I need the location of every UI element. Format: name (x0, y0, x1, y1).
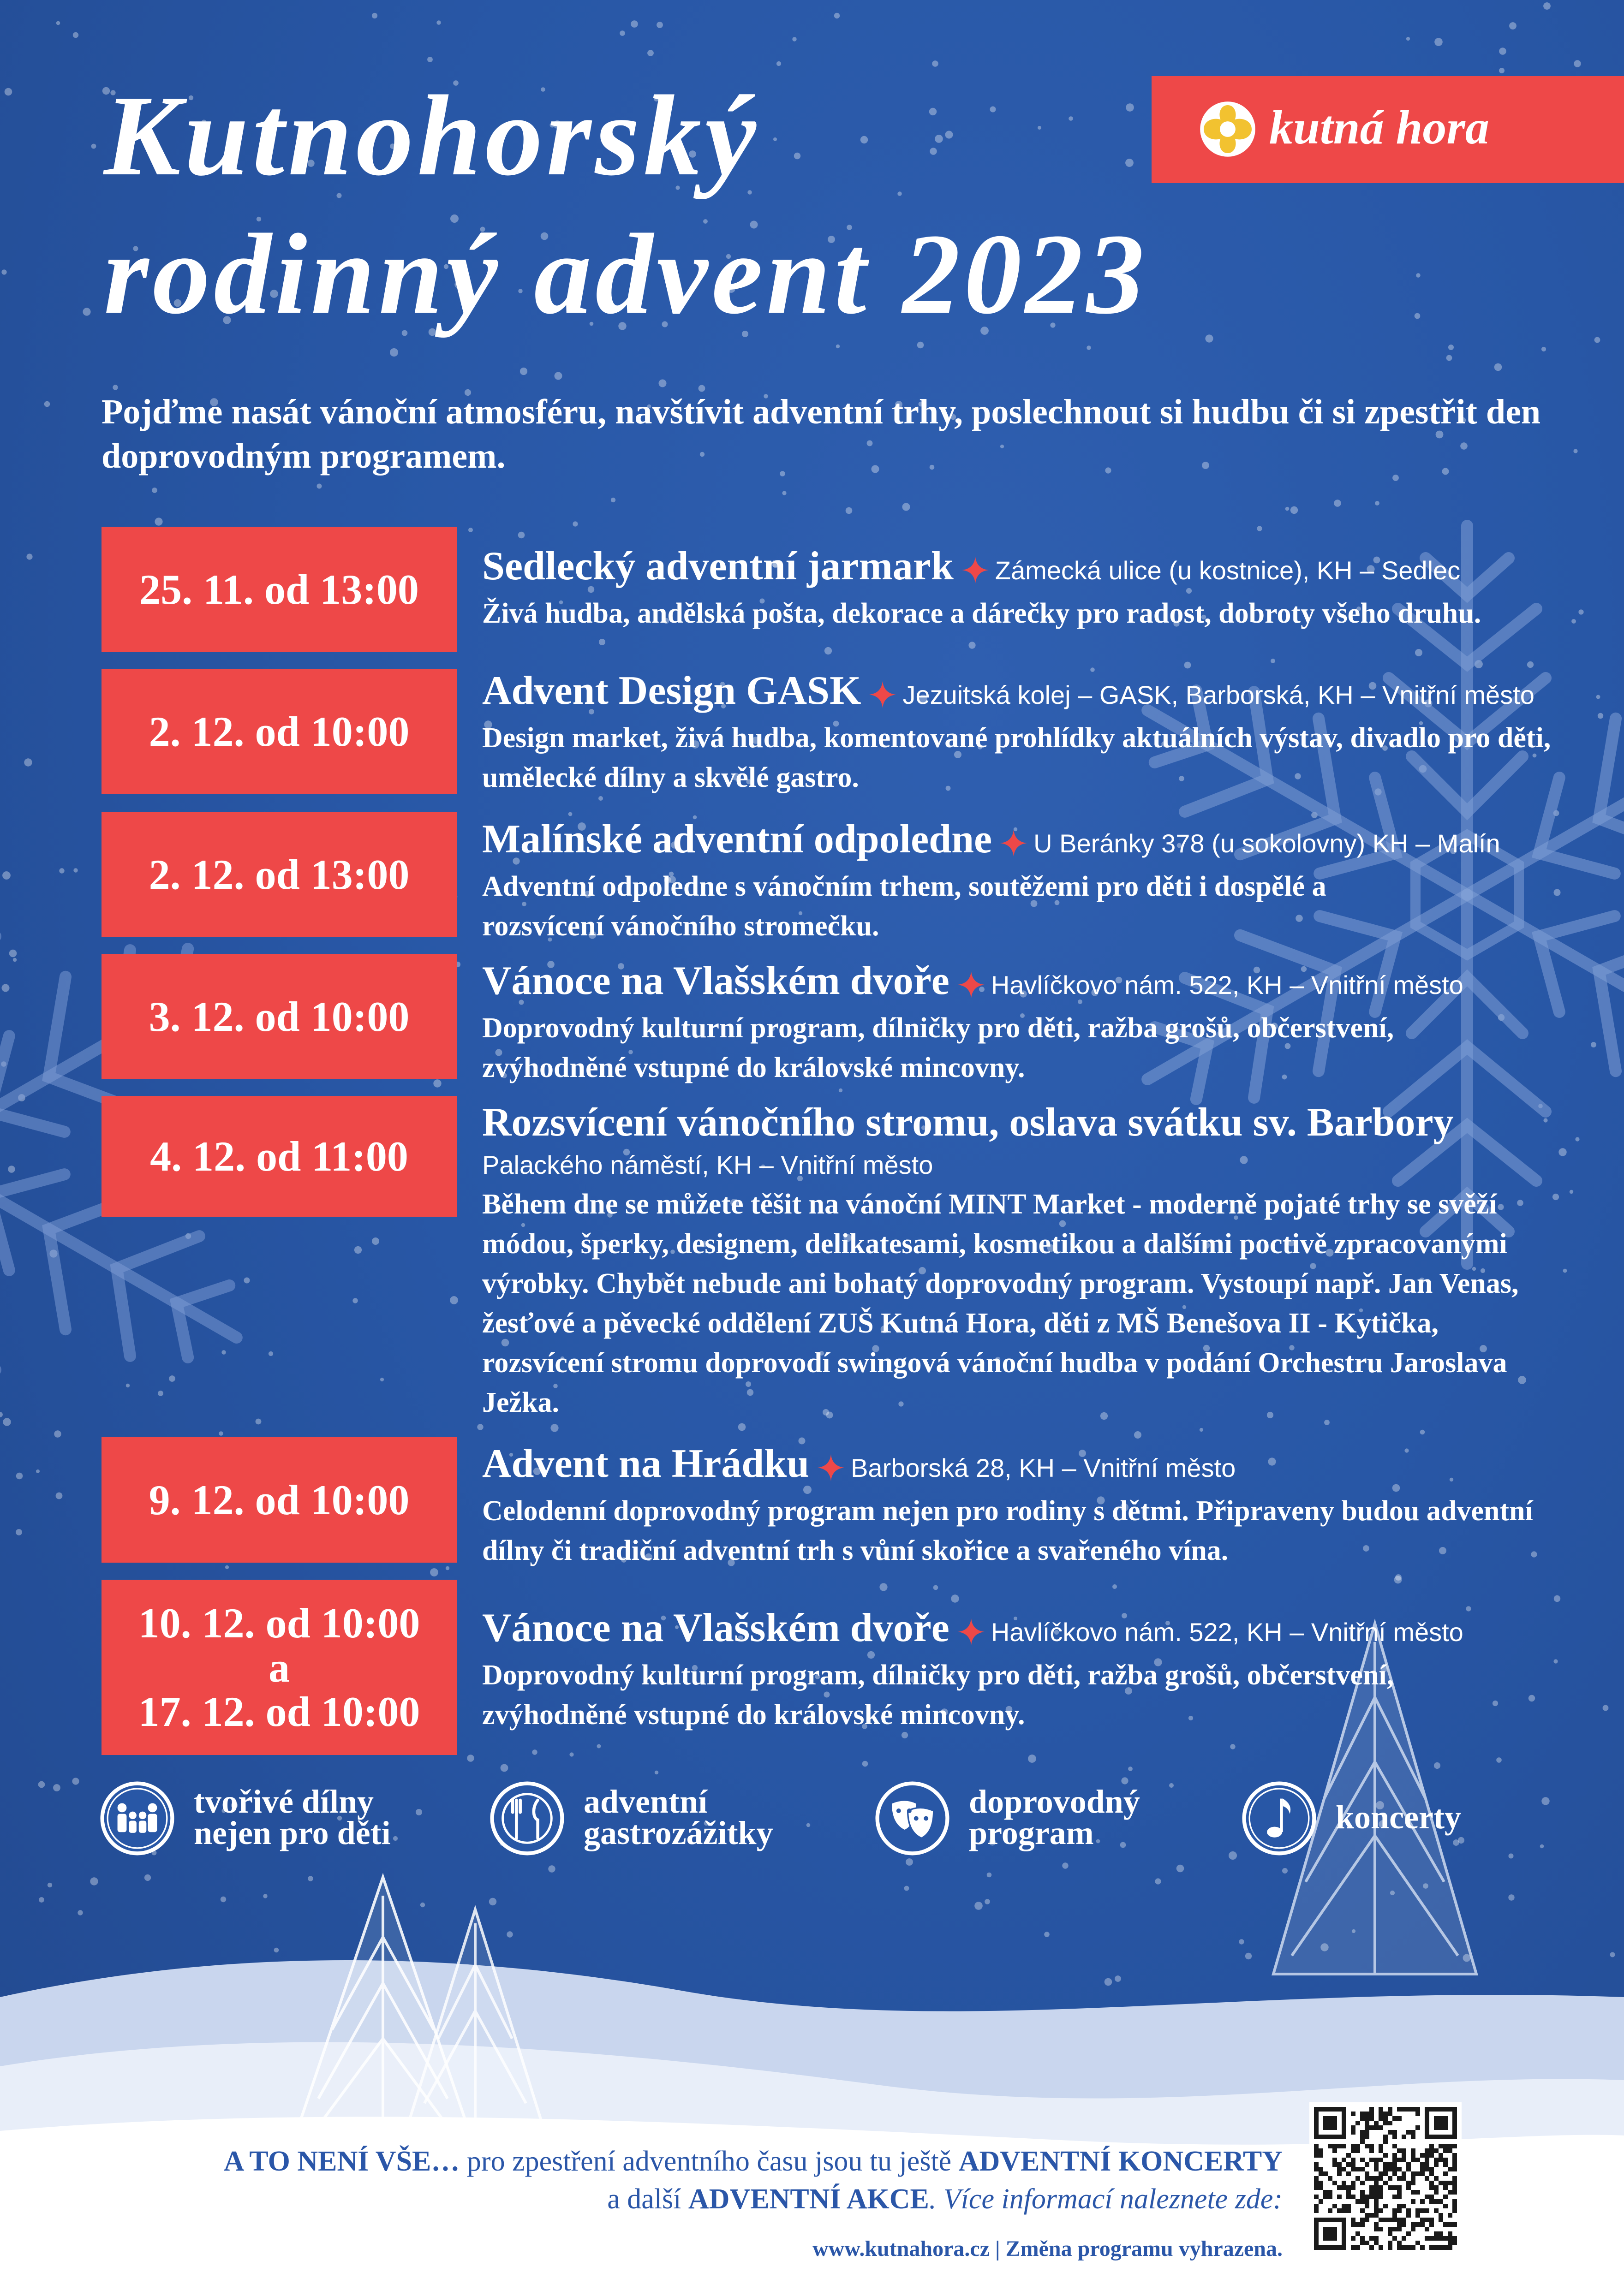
snow-dot (1446, 355, 1452, 361)
snow-dot (933, 1585, 938, 1590)
snow-dot (420, 1903, 425, 1907)
snow-dot (597, 1744, 601, 1749)
snow-dot (1395, 1574, 1402, 1581)
snow-dot (263, 1894, 267, 1898)
snow-dot (477, 1424, 483, 1430)
snow-dot (782, 491, 786, 495)
snow-dot (1434, 1762, 1440, 1769)
snow-dot (72, 1778, 79, 1784)
event-description: Celodenní doprovodný program nejen pro rodiny s dětmi. Připraveny budou adventní dílny či tradiční adventní trh s vůní skořice a svařeného vína. (482, 1495, 1533, 1566)
snow-dot (1420, 1430, 1425, 1435)
snow-dot (44, 401, 50, 407)
snow-dot (1594, 337, 1600, 343)
snow-dot (620, 30, 625, 36)
snow-dot (1257, 526, 1262, 531)
snow-dot (917, 342, 924, 349)
snow-dot (450, 1296, 458, 1304)
snow-dot (824, 647, 832, 654)
snow-dot (39, 1897, 44, 1903)
red-star-icon (958, 971, 985, 998)
snow-dot (126, 1384, 130, 1387)
snow-dot (91, 144, 96, 149)
event-item (482, 668, 1589, 797)
event-title: Malínské adventní odpoledne U Beránky 378 (u sokolovny) KH – Malín (482, 817, 1500, 862)
snow-dot (36, 1469, 40, 1473)
snow-dot (152, 488, 157, 493)
snow-dot (0, 1412, 3, 1417)
snow-dot (930, 148, 937, 155)
snow-dot (532, 1749, 537, 1755)
snow-dot (569, 1752, 573, 1756)
footer-highlight: ADVENTNÍ KONCERTY (958, 2146, 1283, 2177)
event-title: Vánoce na Vlašském dvoře Havlíčkovo nám. 522, KH – Vnitřní město (482, 1606, 1463, 1650)
event-place: U Beránky 378 (u sokolovny) KH – Malín (1033, 829, 1500, 858)
snow-dot (16, 1473, 23, 1480)
snow-dot (834, 13, 840, 18)
snow-dot (48, 1883, 52, 1887)
snow-dot (269, 1351, 273, 1356)
snow-dot (555, 372, 562, 380)
red-star-icon (958, 1618, 985, 1645)
snow-dot (935, 135, 943, 143)
snow-dot (1591, 1042, 1596, 1047)
snow-dot (489, 1898, 496, 1905)
snow-dot (1434, 38, 1443, 46)
event-date-badge: 9. 12. od 10:00 (102, 1437, 457, 1563)
snow-dot (1230, 1744, 1235, 1749)
snow-dot (155, 517, 162, 525)
snow-dot (1087, 345, 1091, 350)
snow-dot (773, 137, 777, 141)
snow-dot (974, 1902, 983, 1910)
snow-dot (1155, 1878, 1161, 1884)
snow-dot (904, 1886, 909, 1891)
snow-dot (1541, 347, 1546, 351)
theatre-masks-icon (874, 1780, 950, 1856)
snow-dot (987, 1873, 992, 1878)
event-title: Sedlecký adventní jarmark Zámecká ulice (u kostnice), KH – Sedlec (482, 544, 1461, 589)
snow-dot (599, 639, 605, 645)
red-star-icon (818, 1454, 844, 1481)
snow-dot (611, 498, 615, 502)
snow-dot (8, 1166, 15, 1172)
snow-dot (5, 88, 12, 96)
snow-dot (78, 1910, 83, 1915)
snow-dot (1125, 159, 1134, 167)
snow-dot (2, 871, 11, 880)
snow-dot (1573, 449, 1577, 453)
snow-dot (1554, 1595, 1560, 1602)
snow-dot (1375, 501, 1379, 506)
snow-dot (1044, 1932, 1050, 1937)
snow-dot (1527, 661, 1534, 668)
event-date-badge: 25. 11. od 13:00 (102, 527, 457, 652)
event-description: Design market, živá hudba, komentované prohlídky aktuálních výstav, divadlo pro děti, umělecké dílny a skvělé gastro. (482, 722, 1551, 793)
event-date-badge (102, 1580, 457, 1755)
event-description: Doprovodný kulturní program, dílničky pro děti, ražba grošů, občerstvení, zvýhodněné vstupné do královské mincovny. (482, 1012, 1394, 1083)
snow-dot (317, 484, 322, 489)
snow-dot (1574, 60, 1581, 67)
snow-dot (1290, 506, 1298, 514)
event-title: Vánoce na Vlašském dvoře Havlíčkovo nám. 522, KH – Vnitřní město (482, 958, 1463, 1003)
event-item (482, 543, 1589, 633)
event-place: Zámecká ulice (u kostnice), KH – Sedlec (995, 556, 1461, 585)
snow-dot (372, 13, 377, 18)
snow-dot (1415, 649, 1422, 656)
snow-dot (1112, 1584, 1117, 1589)
snow-dot (1200, 1428, 1203, 1432)
poster-title-line1: Kutnohorský (104, 72, 760, 200)
snow-dot (244, 1278, 250, 1284)
footer-lead: A TO NENÍ VŠE… (223, 2146, 460, 2177)
event-title: Rozsvícení vánočního stromu, oslava svátku sv. Barbory (482, 1100, 1454, 1145)
qr-code-icon[interactable] (1309, 2102, 1462, 2254)
event-title: Advent na Hrádku Barborská 28, KH – Vnitřní město (482, 1441, 1236, 1486)
snow-dot (945, 131, 953, 139)
red-star-icon (869, 681, 896, 708)
snow-dot (862, 1761, 868, 1767)
snow-dot (1134, 1431, 1141, 1439)
snow-dot (9, 950, 17, 958)
snow-dot (1494, 363, 1502, 371)
snow-dot (53, 1784, 60, 1791)
snow-dot (1508, 1894, 1514, 1900)
snow-dot (860, 136, 868, 143)
snow-dot (550, 1424, 558, 1432)
snow-dot (446, 1566, 449, 1570)
snow-dot (839, 1089, 842, 1092)
snow-dot (657, 22, 663, 28)
snow-dot (467, 1755, 474, 1761)
snow-dot (897, 191, 902, 196)
snow-dot (1496, 1757, 1502, 1763)
snow-dot (985, 1899, 990, 1904)
snow-dot (792, 37, 796, 41)
snow-dot (1128, 1767, 1133, 1771)
snow-dot (507, 1931, 513, 1937)
event-place: Barborská 28, KH – Vnitřní město (851, 1453, 1236, 1482)
snow-dot (380, 1378, 384, 1381)
snow-dot (73, 32, 78, 38)
music-note-icon (1241, 1780, 1317, 1856)
snow-dot (436, 20, 441, 24)
snow-dot (968, 642, 975, 648)
event-item (482, 1100, 1589, 1422)
snow-dot (54, 1430, 61, 1437)
snow-dot (1334, 500, 1341, 507)
snow-dot (1415, 313, 1421, 319)
snow-dot (1416, 273, 1420, 277)
snow-dot (144, 1874, 151, 1881)
snow-dot (13, 958, 17, 962)
category-item: koncerty (1241, 1780, 1592, 1873)
event-item (482, 1605, 1589, 1735)
event-date-line: a (269, 1644, 290, 1691)
snow-dot (1105, 1978, 1112, 1986)
logo-text: kutná hora (1269, 101, 1489, 154)
snow-dot (430, 1568, 438, 1576)
snow-dot (1596, 695, 1600, 699)
snow-dot (794, 153, 800, 159)
snow-dot (1543, 2, 1551, 10)
snow-dot (1499, 68, 1505, 73)
cutlery-icon (489, 1780, 565, 1856)
event-place: Havlíčkovo nám. 522, KH – Vnitřní město (991, 970, 1463, 999)
event-date-line: 10. 12. od 10:00 (138, 1600, 420, 1647)
snow-dot (846, 507, 853, 514)
snow-dot (659, 380, 667, 387)
snow-dot (308, 1876, 313, 1881)
snow-dot (56, 21, 60, 25)
event-date-badge: 2. 12. od 10:00 (102, 669, 457, 794)
event-place: Havlíčkovo nám. 522, KH – Vnitřní město (991, 1618, 1463, 1647)
snow-dot (433, 1079, 441, 1087)
event-description: Adventní odpoledne s vánočním trhem, soutěžemi pro děti i dospělé a rozsvícení vánočního stromečku. (482, 871, 1326, 942)
event-item (482, 816, 1589, 946)
event-item (482, 1441, 1589, 1570)
snow-dot (427, 57, 433, 62)
event-description: Doprovodný kulturní program, dílničky pro děti, ražba grošů, občerstvení, zvýhodněné vstupné do královské mincovny. (482, 1660, 1394, 1731)
snow-dot (26, 553, 32, 559)
snow-dot (1126, 103, 1134, 112)
event-place: Palackého náměstí, KH – Vnitřní město (482, 1150, 933, 1179)
snow-dot (776, 61, 781, 66)
category-item: doprovodný program (874, 1780, 1225, 1873)
snow-dot (836, 345, 840, 348)
snow-dot (501, 1764, 508, 1772)
red-star-icon (962, 557, 989, 583)
footer-info: A TO NENÍ VŠE… pro zpestření adventního času jsou tu ještě ADVENTNÍ KONCERTY a další ADVENTNÍ AKCE. Více informací naleznete zde: (223, 2146, 1283, 2215)
footer-url[interactable]: www.kutnahora.cz | Změna programu vyhrazena. (812, 2237, 1283, 2261)
snow-dot (221, 1897, 226, 1902)
snow-dot (1069, 116, 1073, 121)
snow-dot (573, 521, 578, 526)
snow-dot (879, 1583, 887, 1591)
snow-dot (256, 1419, 262, 1425)
snow-dot (990, 107, 996, 113)
snow-dot (1115, 1975, 1121, 1982)
snow-dot (1028, 1755, 1036, 1763)
snow-dot (225, 1565, 229, 1569)
event-description: Živá hudba, andělská pošta, dekorace a dárečky pro radost, dobroty všeho druhu. (482, 598, 1481, 629)
snow-dot (1285, 507, 1290, 511)
snow-dot (1406, 37, 1410, 41)
snow-dot (568, 812, 573, 816)
kutna-hora-logo[interactable] (1152, 76, 1624, 183)
event-date-badge: 3. 12. od 10:00 (102, 954, 457, 1079)
snow-dot (24, 758, 32, 766)
snow-dot (354, 1246, 362, 1254)
snow-dot (655, 1771, 658, 1774)
snow-dot (1245, 1953, 1252, 1959)
snow-dot (520, 368, 527, 375)
snow-dot (738, 1423, 746, 1431)
kutna-hora-logo-icon (1198, 99, 1258, 159)
family-icon (99, 1780, 175, 1856)
event-title: Advent Design GASK Jezuitská kolej – GASK, Barborská, KH – Vnitřní město (482, 668, 1534, 713)
poster-title-line2: rodinný advent 2023 (104, 210, 1148, 338)
snow-dot (90, 1877, 98, 1885)
snow-dot (1603, 1705, 1609, 1711)
snow-dot (951, 1594, 959, 1602)
snow-dot (1229, 1851, 1237, 1860)
snow-dot (1448, 345, 1454, 350)
snow-dot (83, 308, 90, 315)
snow-dot (113, 385, 118, 390)
snow-dot (932, 60, 938, 67)
category-item: tvořivé dílny nejen pro děti (99, 1780, 450, 1873)
snow-dot (647, 50, 654, 56)
snow-dot (631, 20, 638, 28)
snow-dot (219, 1431, 223, 1435)
snow-dot (3, 1418, 11, 1426)
snow-dot (1509, 22, 1517, 30)
snow-dot (38, 1781, 45, 1788)
snow-dot (221, 1350, 226, 1354)
snow-dot (59, 868, 64, 873)
snow-dot (1205, 334, 1213, 342)
snow-dot (352, 1298, 358, 1303)
snow-dot (2, 984, 10, 992)
snow-dot (274, 1948, 279, 1953)
event-item (482, 958, 1589, 1088)
snow-dot (929, 108, 937, 115)
event-date-badge: 2. 12. od 13:00 (102, 812, 457, 937)
event-description: Během dne se můžete těšit na vánoční MINT Market - moderně pojaté trhy se svěží módou, šperky, designem, delikatesami, kosmetikou a dalšími poctivě zpracovanými výrobky. Chybět nebude ani bohatý doprovodný program. Vystoupí např. Jan Venas, žesťové a pěvecké oddělení ZUŠ Kutná Hora, děti z MŠ Benešova II - Kytička, rozsvícení stromu doprovodí swingová vánoční hudba v podání Orchestru Jaroslava Ježka. (482, 1189, 1519, 1418)
snow-dot (518, 532, 525, 539)
snow-dot (372, 1237, 379, 1245)
snow-dot (1610, 1952, 1615, 1957)
snow-dot (16, 1529, 22, 1535)
footer-highlight: ADVENTNÍ AKCE (688, 2183, 929, 2215)
event-date-badge: 4. 12. od 11:00 (102, 1096, 457, 1217)
snow-dot (1239, 1939, 1244, 1944)
snow-dot (1271, 659, 1275, 663)
intro-text: Pojďme nasát vánoční atmosféru, navštívit adventní trhy, poslechnout si hudbu či si zpestřit den doprovodným programem. (102, 393, 1541, 476)
snow-dot (73, 868, 78, 872)
snow-dot (1038, 126, 1041, 130)
snow-dot (902, 503, 910, 511)
snow-dot (1499, 48, 1506, 55)
category-item: adventní gastrozážitky (489, 1780, 840, 1873)
snow-dot (390, 348, 398, 357)
event-place: Jezuitská kolej – GASK, Barborská, KH – Vnitřní město (902, 680, 1534, 709)
snow-dot (169, 1375, 175, 1382)
snow-dot (1, 269, 6, 274)
snow-dot (56, 1493, 63, 1499)
event-date-line: 17. 12. od 10:00 (138, 1688, 420, 1735)
snow-dot (158, 1391, 163, 1396)
snow-dot (1598, 713, 1603, 719)
red-star-icon (1000, 830, 1027, 857)
snow-dot (468, 528, 473, 532)
